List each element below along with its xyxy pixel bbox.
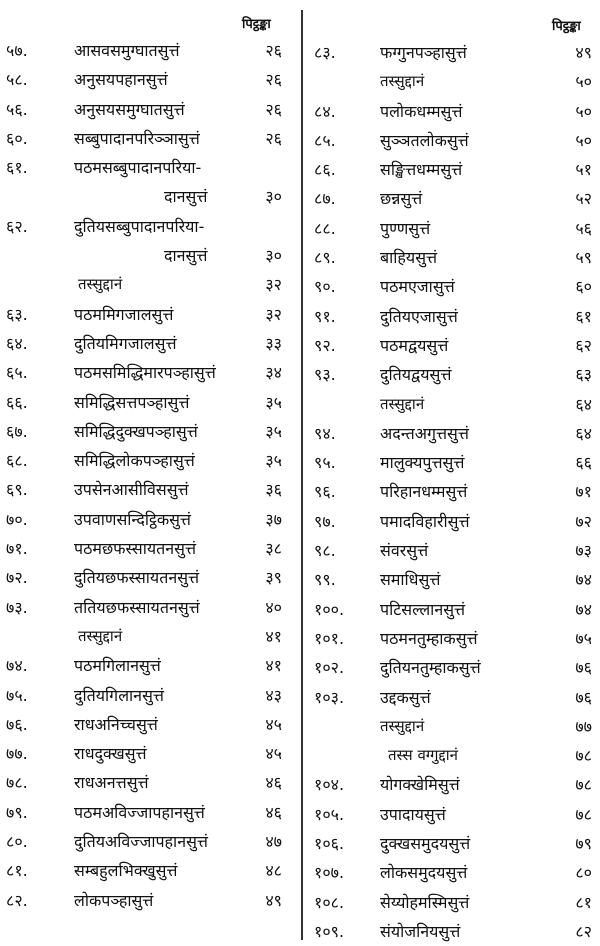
toc-entry <box>306 624 600 653</box>
entry-title: सङ्खित्तधम्मसुत्तं <box>380 160 463 180</box>
entry-page-number: ३० <box>265 246 282 266</box>
toc-entry <box>306 800 600 829</box>
entry-title: दुतियमिगजालसुत्तं <box>74 333 177 353</box>
entry-page-number: ३७ <box>265 509 282 529</box>
toc-entry <box>306 214 600 243</box>
entry-title: दुतियछफस्सायतनसुत्तं <box>74 568 200 588</box>
toc-section-heading <box>306 712 600 741</box>
entry-page-number: ७९ <box>575 834 592 854</box>
entry-number: ७४. <box>6 656 28 676</box>
entry-page-number: ६४ <box>575 394 592 414</box>
entry-page-number: २६ <box>265 70 282 90</box>
toc-entry <box>306 126 600 155</box>
entry-number: ६६. <box>6 392 28 412</box>
entry-page-number: ७८ <box>575 746 592 766</box>
entry-page-number: ६० <box>575 277 592 297</box>
entry-number: ८३. <box>314 43 336 62</box>
entry-title: तस्सुद्दानं <box>380 394 425 413</box>
entry-title: पलोकधम्मसुत्तं <box>380 101 463 121</box>
entry-page-number: ७४ <box>575 570 592 590</box>
toc-entry <box>306 448 600 477</box>
entry-number: ८५. <box>314 130 336 150</box>
entry-title: संवरसुत्तं <box>380 541 429 561</box>
entry-number: ९८. <box>314 541 336 561</box>
entry-title: पमादविहारीसुत्तं <box>380 511 470 531</box>
entry-page-number: ५० <box>575 72 592 92</box>
entry-title: समाधिसुत्तं <box>380 570 441 590</box>
entry-number: ७५. <box>6 685 28 705</box>
toc-entry-list <box>306 38 600 946</box>
entry-title: उपादायसुत्तं <box>380 804 446 824</box>
entry-title: पठमअविज्जापहानसुत्तं <box>74 802 205 822</box>
entry-title: पठमद्वयसुत्तं <box>380 335 449 355</box>
toc-entry <box>306 565 600 594</box>
entry-number: ९६. <box>314 482 336 502</box>
entry-number: ८७. <box>314 189 336 209</box>
entry-number: ५८. <box>6 70 28 90</box>
entry-page-number: ४१ <box>265 656 282 676</box>
entry-number: ५७. <box>6 41 28 60</box>
entry-number: ९२. <box>314 335 336 355</box>
entry-number: १०१. <box>314 628 345 648</box>
toc-entry <box>0 475 298 504</box>
toc-entry <box>306 38 600 67</box>
entry-title: अदन्तअगुत्तसुत्तं <box>380 423 469 443</box>
entry-page-number: ३४ <box>265 363 282 383</box>
entry-title: परिहानधम्मसुत्तं <box>380 482 468 502</box>
entry-page-number: ३६ <box>265 480 282 500</box>
entry-page-number: ७२ <box>575 511 592 531</box>
entry-title: दुक्खसमुदयसुत्तं <box>380 834 471 854</box>
toc-entry <box>0 388 298 417</box>
entry-title: संयोजनियसुत्तं <box>380 921 461 941</box>
entry-title: दानसुत्तं <box>164 246 208 266</box>
entry-number: ६०. <box>6 128 28 148</box>
entry-page-number: ८० <box>575 863 592 883</box>
toc-entry <box>0 329 298 358</box>
toc-entry <box>0 856 298 885</box>
entry-page-number: ४५ <box>265 744 282 764</box>
entry-page-number: ५२ <box>575 189 592 209</box>
entry-title: उपसेनआसीविससुत्तं <box>74 480 189 500</box>
entry-title: दुतियअविज्जापहानसुत्तं <box>74 832 208 852</box>
entry-title: राधअनिच्चसुत्तं <box>74 714 158 734</box>
toc-entry <box>306 155 600 184</box>
entry-number: ७८. <box>6 773 28 793</box>
entry-title: दुतियगिलानसुत्तं <box>74 685 164 705</box>
entry-number: ८०. <box>6 832 28 852</box>
entry-page-number: ३९ <box>265 568 282 588</box>
entry-number: १०८. <box>314 892 345 912</box>
entry-title: समिद्धिलोकपञ्हासुत्तं <box>74 451 195 471</box>
entry-title: तस्सुद्दानं <box>380 716 425 735</box>
entry-title: पठमसमिद्धिमारपञ्हासुत्तं <box>74 363 216 383</box>
entry-title: सुञ्ञतलोकसुत्तं <box>380 130 469 150</box>
entry-number: ७७. <box>6 744 28 764</box>
toc-entry <box>306 888 600 917</box>
toc-entry <box>0 124 298 153</box>
toc-entry <box>306 683 600 712</box>
entry-title: उद्दकसुत्तं <box>380 687 431 707</box>
entry-page-number: ७४ <box>575 599 592 619</box>
entry-page-number: ३० <box>265 187 282 207</box>
entry-title: योगक्खेमिसुत्तं <box>380 775 460 795</box>
entry-page-number: ६१ <box>575 306 592 326</box>
toc-section-heading <box>0 270 298 299</box>
entry-title: पठममिगजालसुत्तं <box>74 304 174 324</box>
entry-title: तस्स वग्गुद्दानं <box>388 746 458 765</box>
entry-page-number: ७५ <box>575 628 592 648</box>
column-divider <box>301 10 303 940</box>
entry-page-number: ७७ <box>575 716 592 736</box>
entry-number: १०२. <box>314 658 345 678</box>
entry-title: पठमसब्बुपादानपरिया- <box>74 158 202 178</box>
entry-page-number: ५० <box>575 130 592 150</box>
page-number-header: पिट्ठङ्का <box>242 17 271 32</box>
entry-page-number: २६ <box>265 99 282 119</box>
toc-entry <box>0 95 298 124</box>
entry-page-number: ४७ <box>265 832 282 852</box>
entry-number: ९३. <box>314 365 336 385</box>
toc-entry <box>306 243 600 272</box>
entry-page-number: ७६ <box>575 658 592 678</box>
entry-page-number: ३३ <box>265 333 282 353</box>
toc-entry <box>0 563 298 592</box>
entry-title: सेय्योहमस्मिसुत्तं <box>380 892 470 912</box>
entry-page-number: ६६ <box>575 453 592 473</box>
toc-entry <box>0 300 298 329</box>
entry-number: १०३. <box>314 687 345 707</box>
entry-title: पठमछफस्सायतनसुत्तं <box>74 539 197 559</box>
entry-title: छन्नसुत्तं <box>380 189 423 209</box>
entry-page-number: ३५ <box>265 451 282 471</box>
entry-number: ९५. <box>314 453 336 473</box>
entry-number: ६३. <box>6 304 28 324</box>
entry-page-number: ७८ <box>575 775 592 795</box>
toc-entry <box>0 534 298 563</box>
entry-page-number: ८२ <box>575 921 592 941</box>
toc-entry <box>0 827 298 856</box>
toc-entry <box>0 798 298 827</box>
toc-entry <box>306 829 600 858</box>
entry-number: ७०. <box>6 509 28 529</box>
entry-title: राधदुक्खसुत्तं <box>74 744 147 764</box>
entry-page-number: ५० <box>575 101 592 121</box>
entry-page-number: ६४ <box>575 423 592 443</box>
entry-number: ६९. <box>6 480 28 500</box>
entry-number: ८४. <box>314 101 336 121</box>
entry-title: दुतियसब्बुपादानपरिया- <box>74 216 205 236</box>
entry-number: ९४. <box>314 423 336 443</box>
toc-entry <box>306 653 600 682</box>
entry-page-number: ३२ <box>265 304 282 324</box>
entry-title: उपवाणसन्दिट्ठिकसुत्तं <box>74 509 191 529</box>
entry-page-number: ७१ <box>575 482 592 502</box>
toc-entry <box>0 505 298 534</box>
toc-entry <box>0 358 298 387</box>
entry-number: ८६. <box>314 160 336 180</box>
entry-number: ६२. <box>6 216 28 236</box>
toc-entry <box>306 184 600 213</box>
toc-entry-list <box>0 36 298 915</box>
entry-number: ६४. <box>6 333 28 353</box>
entry-title: पठमनतुम्हाकसुत्तं <box>380 628 478 648</box>
toc-entry <box>306 302 600 331</box>
toc-entry <box>0 593 298 622</box>
entry-number: १०९. <box>314 921 345 941</box>
entry-title: दुतियनतुम्हाकसुत्तं <box>380 658 481 678</box>
toc-entry <box>0 212 298 241</box>
entry-page-number: ४६ <box>265 802 282 822</box>
entry-page-number: ३५ <box>265 392 282 412</box>
entry-title: मालुक्यपुत्तसुत्तं <box>380 453 465 473</box>
entry-number: ७१. <box>6 539 28 559</box>
toc-section-heading <box>306 390 600 419</box>
entry-number: १०५. <box>314 804 345 824</box>
toc-entry <box>0 768 298 797</box>
entry-title: दुतियद्वयसुत्तं <box>380 365 452 385</box>
entry-page-number: २६ <box>265 41 282 60</box>
entry-page-number: ६२ <box>575 335 592 355</box>
entry-title: लोकसमुदयसुत्तं <box>380 863 468 883</box>
entry-page-number: ४३ <box>265 685 282 705</box>
entry-title: तस्सुद्दानं <box>380 72 425 91</box>
toc-entry <box>306 360 600 389</box>
page-number-header: पिट्ठङ्का <box>552 19 581 34</box>
entry-page-number: ५६ <box>575 218 592 238</box>
toc-entry <box>0 153 298 182</box>
toc-entry <box>306 97 600 126</box>
entry-number: ८८. <box>314 218 336 238</box>
entry-number: ६१. <box>6 158 28 178</box>
entry-title: सब्बुपादानपरिञ्ञासुत्तं <box>74 128 200 148</box>
toc-entry <box>306 272 600 301</box>
entry-title: राधअनत्तसुत्तं <box>74 773 149 793</box>
entry-number: ८२. <box>6 890 28 910</box>
entry-title: तस्सुद्दानं <box>78 275 123 294</box>
entry-title: अनुसयपहानसुत्तं <box>74 70 168 90</box>
entry-number: १०६. <box>314 834 345 854</box>
entry-number: १००. <box>314 599 345 619</box>
entry-page-number: ४८ <box>265 861 282 881</box>
entry-page-number: ७३ <box>575 541 592 561</box>
entry-page-number: ४६ <box>265 773 282 793</box>
entry-title: फग्गुनपञ्हासुत्तं <box>380 43 467 62</box>
entry-title: पठमएजासुत्तं <box>380 277 455 297</box>
entry-number: ७३. <box>6 597 28 617</box>
entry-number: ८१. <box>6 861 28 881</box>
entry-title: दुतियएजासुत्तं <box>380 306 458 326</box>
toc-entry <box>0 417 298 446</box>
entry-page-number: ७६ <box>575 687 592 707</box>
toc-entry <box>306 507 600 536</box>
entry-page-number: ७८ <box>575 804 592 824</box>
entry-number: ९७. <box>314 511 336 531</box>
entry-title: तस्सुद्दानं <box>78 626 123 645</box>
entry-number: ७२. <box>6 568 28 588</box>
entry-number: ९१. <box>314 306 336 326</box>
toc-entry <box>0 681 298 710</box>
entry-title: आसवसमुग्घातसुत्तं <box>74 41 180 60</box>
entry-title: पुण्णसुत्तं <box>380 218 431 238</box>
entry-number: १०४. <box>314 775 345 795</box>
entry-title: बाहियसुत्तं <box>380 248 438 268</box>
toc-entry <box>306 536 600 565</box>
entry-page-number: ४९ <box>575 43 592 62</box>
toc-entry <box>306 595 600 624</box>
entry-page-number: ४१ <box>265 626 282 646</box>
toc-entry <box>0 886 298 915</box>
toc-entry <box>0 65 298 94</box>
toc-section-heading <box>0 622 298 651</box>
entry-title: सम्बहुलभिक्खुसुत्तं <box>74 861 178 881</box>
entry-page-number: ३८ <box>265 539 282 559</box>
entry-number: ७९. <box>6 802 28 822</box>
toc-section-heading <box>306 67 600 96</box>
toc-entry <box>0 710 298 739</box>
toc-entry <box>0 446 298 475</box>
entry-number: ९०. <box>314 277 336 297</box>
entry-number: ८९. <box>314 248 336 268</box>
entry-page-number: ८१ <box>575 892 592 912</box>
entry-page-number: ३५ <box>265 421 282 441</box>
entry-title: अनुसयसमुग्घातसुत्तं <box>74 99 185 119</box>
entry-page-number: ३२ <box>265 275 282 295</box>
toc-entry-continuation <box>0 241 298 270</box>
entry-number: ६५. <box>6 363 28 383</box>
entry-page-number: ५९ <box>575 248 592 268</box>
entry-title: समिद्धिसत्तपञ्हासुत्तं <box>74 392 190 412</box>
entry-title: लोकपञ्हासुत्तं <box>74 890 154 910</box>
entry-title: पटिसल्लानसुत्तं <box>380 599 466 619</box>
entry-number: ६७. <box>6 421 28 441</box>
entry-page-number: ५१ <box>575 160 592 180</box>
entry-title: ततियछफस्सायतनसुत्तं <box>74 597 200 617</box>
toc-section-heading <box>306 741 600 770</box>
toc-entry-continuation <box>0 182 298 211</box>
entry-page-number: ४५ <box>265 714 282 734</box>
entry-number: १०७. <box>314 863 345 883</box>
entry-number: ५६. <box>6 99 28 119</box>
entry-page-number: ६३ <box>575 365 592 385</box>
toc-entry <box>306 858 600 887</box>
entry-number: ९९. <box>314 570 336 590</box>
entry-number: ७६. <box>6 714 28 734</box>
toc-entry <box>306 917 600 946</box>
toc-entry <box>306 770 600 799</box>
entry-title: दानसुत्तं <box>164 187 208 207</box>
entry-title: समिद्धिदुक्खपञ्हासुत्तं <box>74 421 198 441</box>
toc-entry <box>0 36 298 65</box>
toc-entry <box>306 419 600 448</box>
toc-entry <box>0 739 298 768</box>
toc-entry <box>306 477 600 506</box>
entry-page-number: ४९ <box>265 890 282 910</box>
entry-number: ६८. <box>6 451 28 471</box>
entry-page-number: २६ <box>265 128 282 148</box>
entry-page-number: ४० <box>265 597 282 617</box>
toc-entry <box>306 331 600 360</box>
toc-entry <box>0 651 298 680</box>
entry-title: पठमगिलानसुत्तं <box>74 656 161 676</box>
